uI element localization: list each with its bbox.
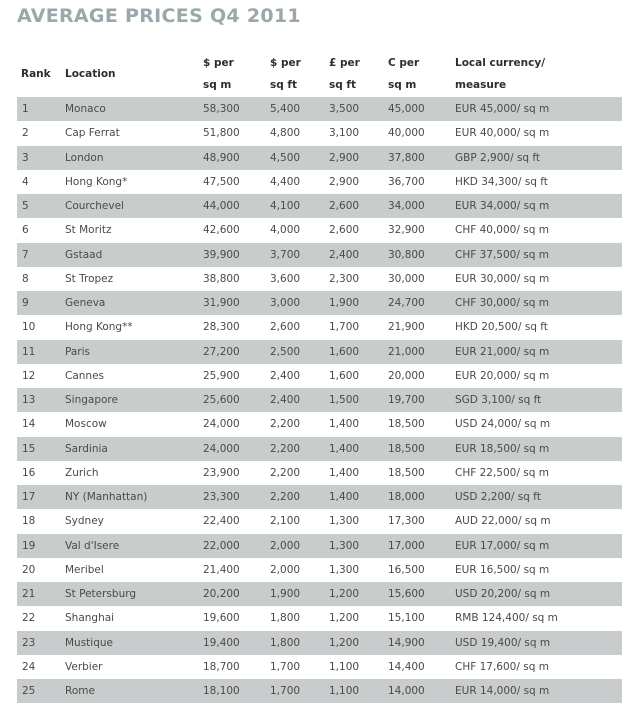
usd-sqft-cell: 3,000 xyxy=(270,297,301,309)
location-cell: Rome xyxy=(65,685,95,697)
table-header xyxy=(17,52,622,96)
eur-sqm-cell: 32,900 xyxy=(388,224,425,237)
usd-sqft-cell: 2,100 xyxy=(270,515,301,528)
location-cell: Shanghai xyxy=(65,612,115,625)
usd-sqm-cell: 18,700 xyxy=(203,660,240,673)
header-eur-sqm-line1: C per xyxy=(388,57,420,69)
location-cell: NY (Manhattan) xyxy=(65,491,148,503)
rank-cell: 12 xyxy=(22,369,36,382)
header-eur-sqm xyxy=(388,52,419,96)
location-cell: Moscow xyxy=(65,418,107,431)
eur-sqm-cell: 40,000 xyxy=(388,127,425,140)
gbp-sqft-cell: 1,100 xyxy=(329,660,360,673)
location-cell: Cap Ferrat xyxy=(65,127,120,140)
gbp-sqft-cell: 1,400 xyxy=(329,442,360,455)
usd-sqm-cell: 21,400 xyxy=(203,563,240,576)
local-currency-cell: EUR 14,000/ sq m xyxy=(455,685,550,697)
header-usd-sqm xyxy=(203,52,234,96)
usd-sqft-cell: 2,400 xyxy=(270,369,301,382)
usd-sqft-cell: 5,400 xyxy=(270,103,301,115)
usd-sqft-cell: 2,000 xyxy=(270,539,301,552)
usd-sqft-cell: 4,000 xyxy=(270,224,301,237)
table-row xyxy=(17,121,622,145)
table-row xyxy=(17,655,622,679)
gbp-sqft-cell: 2,300 xyxy=(329,272,360,285)
rank-cell: 25 xyxy=(22,685,36,697)
table-row xyxy=(17,267,622,291)
usd-sqm-cell: 39,900 xyxy=(203,248,240,261)
local-currency-cell: GBP 2,900/ sq ft xyxy=(455,151,541,164)
header-local-line1: Local currency/ xyxy=(455,57,546,69)
price-table-body xyxy=(17,97,622,703)
location-cell: Cannes xyxy=(65,369,105,382)
table-row xyxy=(17,315,622,339)
local-currency-cell: CHF 17,600/ sq m xyxy=(455,660,549,673)
header-gbp-sqft xyxy=(329,52,360,96)
usd-sqm-cell: 44,000 xyxy=(203,200,240,212)
table-row xyxy=(17,558,622,582)
gbp-sqft-cell: 1,200 xyxy=(329,612,360,625)
location-cell: London xyxy=(65,151,104,164)
usd-sqm-cell: 25,600 xyxy=(203,394,240,406)
local-currency-cell: EUR 20,000/ sq m xyxy=(455,369,550,382)
local-currency-cell: USD 24,000/ sq m xyxy=(455,418,551,431)
usd-sqm-cell: 51,800 xyxy=(203,127,240,140)
eur-sqm-cell: 45,000 xyxy=(388,103,425,115)
local-currency-cell: EUR 18,500/ sq m xyxy=(455,442,550,455)
usd-sqft-cell: 2,600 xyxy=(270,321,301,334)
usd-sqm-cell: 58,300 xyxy=(203,103,240,115)
local-currency-cell: CHF 30,000/ sq m xyxy=(455,297,549,309)
gbp-sqft-cell: 3,500 xyxy=(329,103,360,115)
usd-sqft-cell: 2,200 xyxy=(270,466,301,479)
eur-sqm-cell: 18,500 xyxy=(388,442,425,455)
gbp-sqft-cell: 1,600 xyxy=(329,345,360,358)
location-cell: Verbier xyxy=(65,660,103,673)
rank-cell: 19 xyxy=(22,539,36,552)
rank-cell: 3 xyxy=(22,151,29,164)
eur-sqm-cell: 37,800 xyxy=(388,151,425,164)
usd-sqm-cell: 38,800 xyxy=(203,272,240,285)
rank-cell: 17 xyxy=(22,491,36,503)
header-eur-sqm-line2: sq m xyxy=(388,79,417,91)
eur-sqm-cell: 18,500 xyxy=(388,418,425,431)
eur-sqm-cell: 24,700 xyxy=(388,297,425,309)
table-row xyxy=(17,606,622,630)
usd-sqm-cell: 20,200 xyxy=(203,588,240,600)
rank-cell: 24 xyxy=(22,660,36,673)
usd-sqft-cell: 2,200 xyxy=(270,491,301,503)
rank-cell: 14 xyxy=(22,418,36,431)
location-cell: Zurich xyxy=(65,466,99,479)
eur-sqm-cell: 17,000 xyxy=(388,539,425,552)
local-currency-cell: AUD 22,000/ sq m xyxy=(455,515,551,528)
eur-sqm-cell: 16,500 xyxy=(388,563,425,576)
gbp-sqft-cell: 1,900 xyxy=(329,297,360,309)
usd-sqm-cell: 22,000 xyxy=(203,539,240,552)
gbp-sqft-cell: 2,900 xyxy=(329,175,360,188)
usd-sqm-cell: 27,200 xyxy=(203,345,240,358)
table-row xyxy=(17,243,622,267)
usd-sqft-cell: 2,400 xyxy=(270,394,301,406)
eur-sqm-cell: 30,000 xyxy=(388,272,425,285)
eur-sqm-cell: 34,000 xyxy=(388,200,425,212)
usd-sqm-cell: 25,900 xyxy=(203,369,240,382)
location-cell: Paris xyxy=(65,345,90,358)
rank-cell: 5 xyxy=(22,200,29,212)
eur-sqm-cell: 36,700 xyxy=(388,175,425,188)
rank-cell: 2 xyxy=(22,127,29,140)
local-currency-cell: USD 19,400/ sq m xyxy=(455,636,551,649)
eur-sqm-cell: 18,000 xyxy=(388,491,425,503)
gbp-sqft-cell: 1,700 xyxy=(329,321,360,334)
header-usd-sqm-line2: sq m xyxy=(203,79,232,91)
table-row xyxy=(17,97,622,121)
usd-sqft-cell: 1,700 xyxy=(270,660,301,673)
usd-sqm-cell: 22,400 xyxy=(203,515,240,528)
header-usd-sqm-line1: $ per xyxy=(203,57,234,69)
usd-sqft-cell: 4,500 xyxy=(270,151,301,164)
table-row xyxy=(17,679,622,703)
table-row xyxy=(17,412,622,436)
rank-cell: 20 xyxy=(22,563,36,576)
location-cell: Mustique xyxy=(65,636,113,649)
header-location: Location xyxy=(65,68,116,80)
rank-cell: 7 xyxy=(22,248,29,261)
usd-sqft-cell: 2,200 xyxy=(270,442,301,455)
rank-cell: 21 xyxy=(22,588,36,600)
usd-sqm-cell: 23,900 xyxy=(203,466,240,479)
header-gbp-sqft-line2: sq ft xyxy=(329,79,357,91)
rank-cell: 23 xyxy=(22,636,36,649)
eur-sqm-cell: 30,800 xyxy=(388,248,425,261)
eur-sqm-cell: 15,600 xyxy=(388,588,425,600)
rank-cell: 18 xyxy=(22,515,36,528)
page-title: AVERAGE PRICES Q4 2011 xyxy=(17,5,301,27)
table-row xyxy=(17,631,622,655)
rank-cell: 6 xyxy=(22,224,29,237)
rank-cell: 9 xyxy=(22,297,29,309)
eur-sqm-cell: 14,400 xyxy=(388,660,425,673)
location-cell: Courchevel xyxy=(65,200,124,212)
location-cell: Hong Kong** xyxy=(65,321,133,334)
table-row xyxy=(17,485,622,509)
usd-sqft-cell: 2,000 xyxy=(270,563,301,576)
local-currency-cell: EUR 16,500/ sq m xyxy=(455,563,550,576)
usd-sqm-cell: 24,000 xyxy=(203,418,240,431)
local-currency-cell: USD 20,200/ sq m xyxy=(455,588,551,600)
local-currency-cell: EUR 21,000/ sq m xyxy=(455,345,550,358)
local-currency-cell: CHF 22,500/ sq m xyxy=(455,466,549,479)
table-row xyxy=(17,291,622,315)
usd-sqm-cell: 19,400 xyxy=(203,636,240,649)
table-row xyxy=(17,388,622,412)
gbp-sqft-cell: 1,200 xyxy=(329,636,360,649)
usd-sqft-cell: 1,800 xyxy=(270,612,301,625)
location-cell: Sardinia xyxy=(65,442,108,455)
local-currency-cell: SGD 3,100/ sq ft xyxy=(455,394,542,406)
local-currency-cell: RMB 124,400/ sq m xyxy=(455,612,558,625)
usd-sqm-cell: 47,500 xyxy=(203,175,240,188)
table-row xyxy=(17,534,622,558)
table-row xyxy=(17,461,622,485)
eur-sqm-cell: 21,900 xyxy=(388,321,425,334)
gbp-sqft-cell: 2,600 xyxy=(329,200,360,212)
gbp-sqft-cell: 1,300 xyxy=(329,563,360,576)
gbp-sqft-cell: 2,900 xyxy=(329,151,360,164)
gbp-sqft-cell: 1,500 xyxy=(329,394,360,406)
local-currency-cell: CHF 40,000/ sq m xyxy=(455,224,549,237)
location-cell: Gstaad xyxy=(65,248,103,261)
header-usd-sqft-line2: sq ft xyxy=(270,79,298,91)
eur-sqm-cell: 14,000 xyxy=(388,685,425,697)
header-usd-sqft-line1: $ per xyxy=(270,57,301,69)
local-currency-cell: EUR 45,000/ sq m xyxy=(455,103,550,115)
location-cell: St Petersburg xyxy=(65,588,137,600)
local-currency-cell: HKD 34,300/ sq ft xyxy=(455,175,548,188)
header-gbp-sqft-line1: £ per xyxy=(329,57,360,69)
usd-sqft-cell: 1,700 xyxy=(270,685,301,697)
usd-sqft-cell: 4,400 xyxy=(270,175,301,188)
location-cell: St Moritz xyxy=(65,224,112,237)
usd-sqm-cell: 31,900 xyxy=(203,297,240,309)
table-row xyxy=(17,437,622,461)
location-cell: Monaco xyxy=(65,103,106,115)
usd-sqm-cell: 48,900 xyxy=(203,151,240,164)
eur-sqm-cell: 14,900 xyxy=(388,636,425,649)
gbp-sqft-cell: 2,400 xyxy=(329,248,360,261)
location-cell: Geneva xyxy=(65,297,106,309)
local-currency-cell: CHF 37,500/ sq m xyxy=(455,248,549,261)
eur-sqm-cell: 19,700 xyxy=(388,394,425,406)
table-row xyxy=(17,170,622,194)
gbp-sqft-cell: 1,300 xyxy=(329,539,360,552)
usd-sqm-cell: 18,100 xyxy=(203,685,240,697)
local-currency-cell: EUR 34,000/ sq m xyxy=(455,200,550,212)
usd-sqm-cell: 24,000 xyxy=(203,442,240,455)
table-row xyxy=(17,364,622,388)
gbp-sqft-cell: 1,400 xyxy=(329,466,360,479)
gbp-sqft-cell: 1,600 xyxy=(329,369,360,382)
table-row xyxy=(17,218,622,242)
usd-sqm-cell: 42,600 xyxy=(203,224,240,237)
local-currency-cell: EUR 30,000/ sq m xyxy=(455,272,550,285)
gbp-sqft-cell: 3,100 xyxy=(329,127,360,140)
table-row xyxy=(17,509,622,533)
table-row xyxy=(17,146,622,170)
header-rank: Rank xyxy=(21,68,51,80)
usd-sqft-cell: 1,800 xyxy=(270,636,301,649)
location-cell: Meribel xyxy=(65,563,104,576)
eur-sqm-cell: 18,500 xyxy=(388,466,425,479)
rank-cell: 15 xyxy=(22,442,36,455)
gbp-sqft-cell: 1,200 xyxy=(329,588,360,600)
location-cell: Hong Kong* xyxy=(65,175,128,188)
gbp-sqft-cell: 1,400 xyxy=(329,491,360,503)
eur-sqm-cell: 20,000 xyxy=(388,369,425,382)
local-currency-cell: EUR 17,000/ sq m xyxy=(455,539,550,552)
location-cell: Val d'Isere xyxy=(65,539,120,552)
usd-sqft-cell: 4,800 xyxy=(270,127,301,140)
local-currency-cell: USD 2,200/ sq ft xyxy=(455,491,541,503)
gbp-sqft-cell: 1,400 xyxy=(329,418,360,431)
rank-cell: 16 xyxy=(22,466,36,479)
usd-sqm-cell: 23,300 xyxy=(203,491,240,503)
eur-sqm-cell: 21,000 xyxy=(388,345,425,358)
gbp-sqft-cell: 1,300 xyxy=(329,515,360,528)
table-row xyxy=(17,582,622,606)
rank-cell: 10 xyxy=(22,321,36,334)
rank-cell: 1 xyxy=(22,103,29,115)
usd-sqft-cell: 3,700 xyxy=(270,248,301,261)
location-cell: Sydney xyxy=(65,515,104,528)
usd-sqm-cell: 28,300 xyxy=(203,321,240,334)
rank-cell: 22 xyxy=(22,612,36,625)
table-row xyxy=(17,340,622,364)
eur-sqm-cell: 17,300 xyxy=(388,515,425,528)
gbp-sqft-cell: 1,100 xyxy=(329,685,360,697)
header-local-currency xyxy=(455,52,545,96)
usd-sqft-cell: 2,200 xyxy=(270,418,301,431)
usd-sqft-cell: 1,900 xyxy=(270,588,301,600)
local-currency-cell: HKD 20,500/ sq ft xyxy=(455,321,548,334)
table-row xyxy=(17,194,622,218)
rank-cell: 11 xyxy=(22,345,36,358)
usd-sqm-cell: 19,600 xyxy=(203,612,240,625)
rank-cell: 4 xyxy=(22,175,29,188)
local-currency-cell: EUR 40,000/ sq m xyxy=(455,127,550,140)
gbp-sqft-cell: 2,600 xyxy=(329,224,360,237)
rank-cell: 13 xyxy=(22,394,36,406)
usd-sqft-cell: 4,100 xyxy=(270,200,301,212)
usd-sqft-cell: 3,600 xyxy=(270,272,301,285)
usd-sqft-cell: 2,500 xyxy=(270,345,301,358)
rank-cell: 8 xyxy=(22,272,29,285)
location-cell: Singapore xyxy=(65,394,118,406)
eur-sqm-cell: 15,100 xyxy=(388,612,425,625)
location-cell: St Tropez xyxy=(65,272,114,285)
header-local-line2: measure xyxy=(455,79,507,91)
header-usd-sqft xyxy=(270,52,301,96)
